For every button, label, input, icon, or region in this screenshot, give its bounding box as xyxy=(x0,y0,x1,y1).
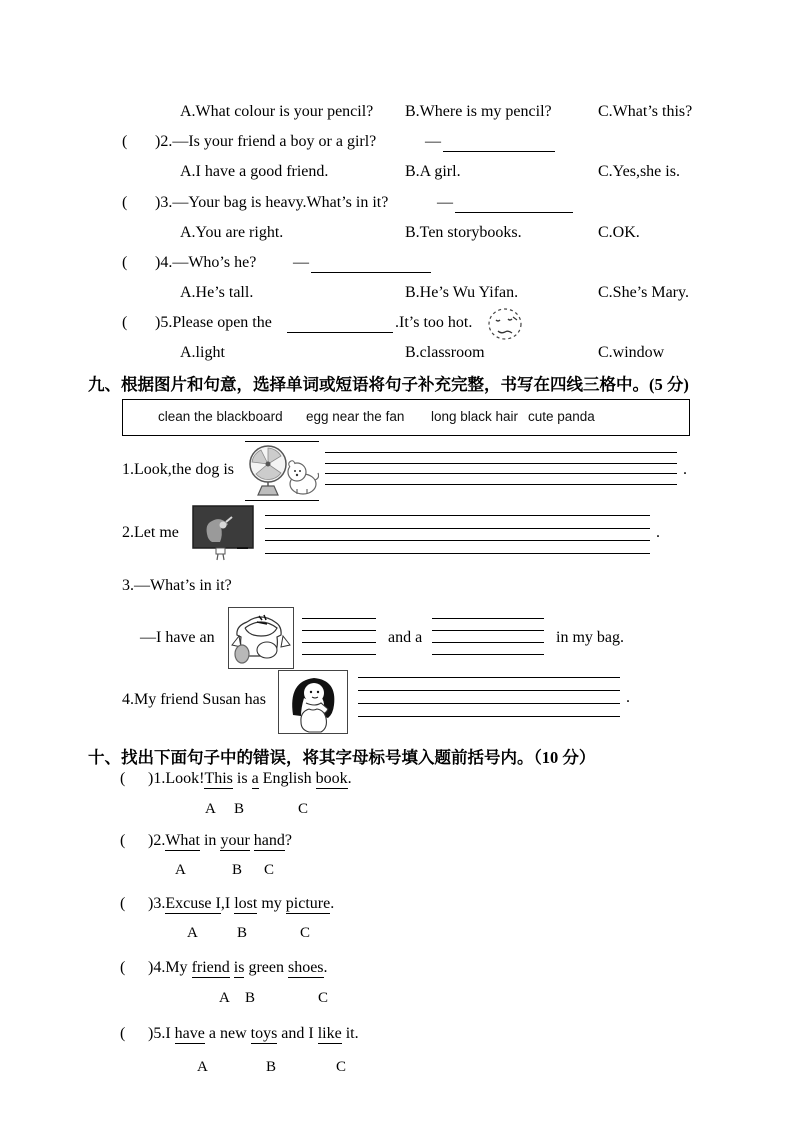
choice-letter-b: B xyxy=(245,990,256,1006)
q2-answer-blank xyxy=(443,133,555,152)
choice-letter-b: B xyxy=(237,925,248,941)
s9-item2-period: . xyxy=(656,524,660,541)
q1-option-c: C.What’s this? xyxy=(598,103,693,120)
s10-item5-paren: ( xyxy=(120,1025,126,1042)
seg: )3. xyxy=(148,895,166,912)
s10-item4-paren: ( xyxy=(120,959,126,976)
q3-option-c: C.OK. xyxy=(598,224,640,241)
seg: it. xyxy=(341,1025,359,1042)
hot-face-icon xyxy=(486,306,524,342)
s9-item3-answer-end: in my bag. xyxy=(556,629,624,646)
underlined-word: This xyxy=(204,770,233,787)
word-bank-item: cute panda xyxy=(528,409,595,424)
seg: . xyxy=(323,959,328,976)
s9-item3-question: 3.—What’s in it? xyxy=(122,577,232,594)
q3-option-a: A.You are right. xyxy=(180,224,284,241)
q3-answer-dash: — xyxy=(437,194,453,211)
underlined-word: What xyxy=(165,832,200,849)
seg: ? xyxy=(284,832,292,849)
seg: English xyxy=(258,770,316,787)
s10-item4-sentence xyxy=(148,959,328,977)
clean-blackboard-image xyxy=(192,505,254,561)
q3-answer-blank xyxy=(455,194,573,213)
q1-option-a: A.What colour is your pencil? xyxy=(180,103,374,120)
seg: green xyxy=(244,959,288,976)
s9-item4-period: . xyxy=(626,689,630,706)
s10-item2-paren: ( xyxy=(120,832,126,849)
q5-stem-before: )5.Please open the xyxy=(155,314,272,331)
choice-letter-b: B xyxy=(266,1059,277,1075)
seg: . xyxy=(347,770,352,787)
q2-answer-dash: — xyxy=(425,133,441,150)
seg: ,I xyxy=(220,895,235,912)
writing-grid-item1 xyxy=(325,452,677,485)
choice-letter-c: C xyxy=(298,801,309,817)
writing-grid-item4 xyxy=(358,677,620,717)
s10-item1-sentence xyxy=(148,770,352,788)
q2-option-c: C.Yes,she is. xyxy=(598,163,680,180)
s9-item2-text: 2.Let me xyxy=(122,524,179,541)
underlined-word: like xyxy=(317,1025,342,1042)
q4-answer-paren: ( xyxy=(122,254,128,271)
underlined-word: is xyxy=(233,959,245,976)
s9-item1-text: 1.Look,the dog is xyxy=(122,461,234,478)
seg: . xyxy=(330,895,335,912)
word-bank-item: clean the blackboard xyxy=(158,409,283,424)
q4-option-b: B.He’s Wu Yifan. xyxy=(405,284,519,301)
q4-answer-blank xyxy=(311,254,431,273)
s9-item4-text: 4.My friend Susan has xyxy=(122,691,266,708)
choice-letter-b: B xyxy=(234,801,245,817)
seg: is xyxy=(232,770,252,787)
q5-stem-after: .It’s too hot. xyxy=(395,314,473,331)
word-bank-item: egg near the fan xyxy=(306,409,405,424)
q1-option-b: B.Where is my pencil? xyxy=(405,103,552,120)
s9-item3-answer-mid: and a xyxy=(388,629,423,646)
seg: )1.Look! xyxy=(148,770,205,787)
s9-item1-period: . xyxy=(683,461,687,478)
q2-answer-paren: ( xyxy=(122,133,128,150)
seg: a new xyxy=(204,1025,251,1042)
underlined-word: picture xyxy=(285,895,331,912)
choice-letter-b: B xyxy=(232,862,243,878)
q3-option-b: B.Ten storybooks. xyxy=(405,224,522,241)
underlined-word: shoes xyxy=(287,959,324,976)
seg: and I xyxy=(277,1025,318,1042)
q4-option-a: A.He’s tall. xyxy=(180,284,254,301)
choice-letter-a: A xyxy=(197,1059,208,1075)
section9-title: 九、根据图片和句意，选择单词或短语将句子补充完整，书写在四线三格中。(5 分) xyxy=(88,375,689,394)
s10-item5-sentence xyxy=(148,1025,359,1043)
s10-item2-sentence xyxy=(148,832,292,850)
s9-item3-answer-start: —I have an xyxy=(140,629,215,646)
seg: )5.I xyxy=(148,1025,175,1042)
underlined-word: your xyxy=(220,832,250,849)
underlined-word: book xyxy=(315,770,348,787)
s10-item3-sentence xyxy=(148,895,334,913)
q5-option-c: C.window xyxy=(598,344,665,361)
writing-grid-item3-a xyxy=(302,618,376,655)
seg: my xyxy=(257,895,286,912)
s10-item1-paren: ( xyxy=(120,770,126,787)
choice-letter-a: A xyxy=(187,925,198,941)
seg: )4.My xyxy=(148,959,192,976)
schoolbag-egg-image xyxy=(228,607,294,669)
choice-letter-a: A xyxy=(175,862,186,878)
word-bank-box xyxy=(122,399,690,436)
seg: in xyxy=(199,832,221,849)
q4-answer-dash: — xyxy=(293,254,309,271)
choice-letter-c: C xyxy=(300,925,311,941)
q5-option-a: A.light xyxy=(180,344,225,361)
s10-item3-paren: ( xyxy=(120,895,126,912)
seg: )2. xyxy=(148,832,166,849)
q5-word-blank xyxy=(287,314,393,333)
q3-answer-paren: ( xyxy=(122,194,128,211)
choice-letter-a: A xyxy=(205,801,216,817)
fan-and-dog-image xyxy=(245,441,319,501)
choice-letter-c: C xyxy=(318,990,329,1006)
q5-option-b: B.classroom xyxy=(405,344,485,361)
underlined-word: have xyxy=(174,1025,205,1042)
underlined-word: Excuse I xyxy=(165,895,221,912)
underlined-word: hand xyxy=(253,832,285,849)
word-bank-item: long black hair xyxy=(431,409,519,424)
underlined-word: a xyxy=(251,770,259,787)
q2-option-b: B.A girl. xyxy=(405,163,461,180)
q4-stem: )4.—Who’s he? xyxy=(155,254,257,271)
underlined-word: toys xyxy=(250,1025,278,1042)
writing-grid-item2 xyxy=(265,515,650,554)
girl-long-hair-image xyxy=(278,670,348,734)
q2-stem: )2.—Is your friend a boy or a girl? xyxy=(155,133,377,150)
underlined-word: friend xyxy=(191,959,230,976)
choice-letter-a: A xyxy=(219,990,230,1006)
section10-title: 十、找出下面句子中的错误，将其字母标号填入题前括号内。（10 分） xyxy=(88,748,596,767)
q2-option-a: A.I have a good friend. xyxy=(180,163,329,180)
writing-grid-item3-b xyxy=(432,618,544,655)
underlined-word: lost xyxy=(234,895,258,912)
choice-letter-c: C xyxy=(336,1059,347,1075)
choice-letter-c: C xyxy=(264,862,275,878)
q4-option-c: C.She’s Mary. xyxy=(598,284,689,301)
q3-stem: )3.—Your bag is heavy.What’s in it? xyxy=(155,194,389,211)
q5-answer-paren: ( xyxy=(122,314,128,331)
